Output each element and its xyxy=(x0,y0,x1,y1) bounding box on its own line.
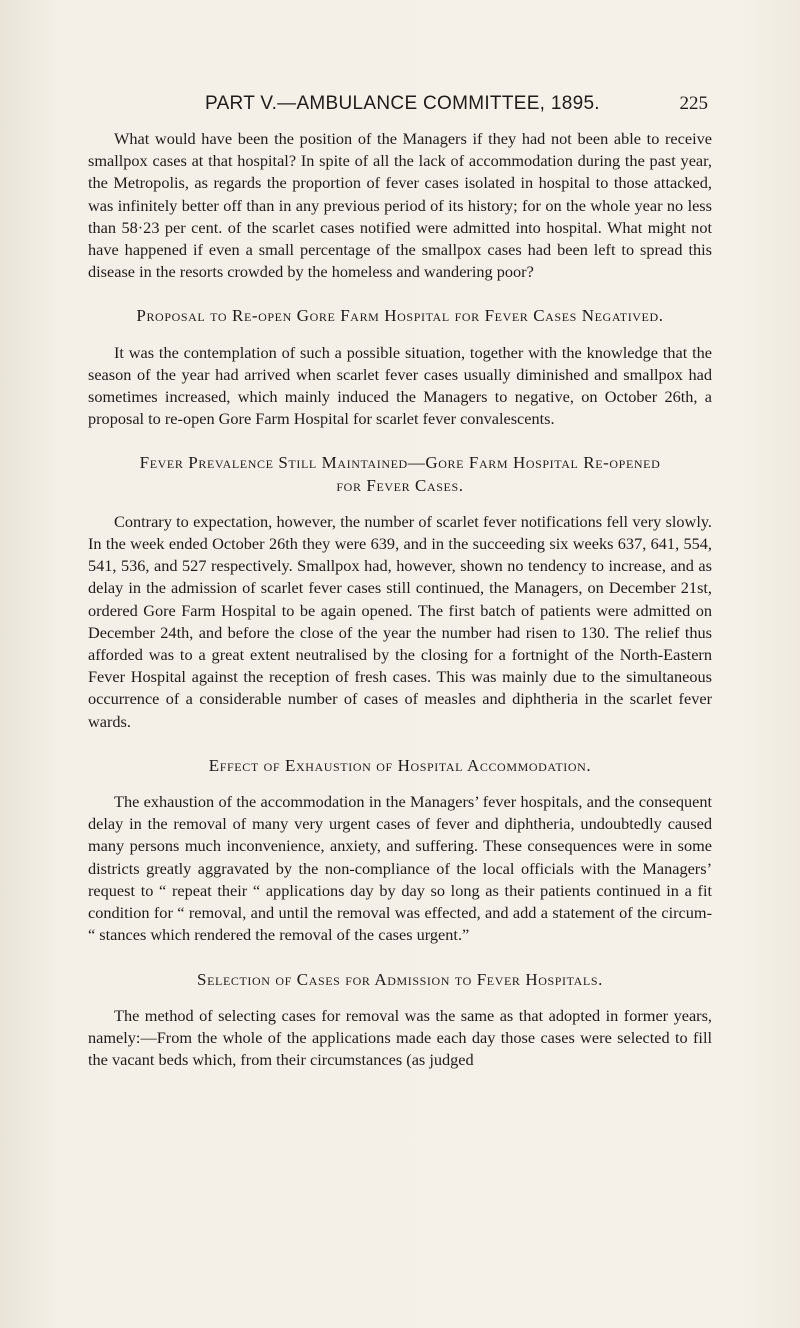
paragraph-proposal: It was the contemplation of such a possible situation, together with the knowledge that the season of the year had arrived when scarlet fever cases usually diminished and smallpox had sometimes increased, which mainly induced the Managers to negative, on October 26th, a proposal to re-open Gore Farm Hospital for scarlet fever convalescents. xyxy=(88,342,712,429)
section-heading-prevalence xyxy=(88,452,712,496)
page-body xyxy=(88,128,712,1071)
section-heading-prevalence-line2: for Fever Cases. xyxy=(336,475,464,495)
paragraph-selection: The method of selecting cases for removal was the same as that adopted in former years, namely:—From the whole of the applications made each day those cases were selected to fill the vacant beds which, from their circumstances (as judged xyxy=(88,1005,712,1070)
section-heading-selection: Selection of Cases for Admission to Fever Hospitals. xyxy=(197,969,603,989)
running-title: PART V.—AMBULANCE COMMITTEE, 1895. xyxy=(205,93,600,114)
paragraph-prevalence: Contrary to expectation, however, the number of scarlet fever notifications fell very slowly. In the week ended October 26th they were 639, and in the succeeding six weeks 637, 641, 554, 541, 536, and 527 respectively. Smallpox had, however, shown no tendency to increase, and as delay in the admission of scarlet fever cases still continued, the Managers, on December 21st, ordered Gore Farm Hospital to be again opened. The first batch of patients were admitted on December 24th, and before the close of the year the number had risen to 130. The relief thus afforded was to a great extent neutralised by the closing for a fortnight of the North-Eastern Fever Hospital against the reception of fresh cases. This was mainly due to the simultaneous occurrence of a considerable number of cases of measles and diphtheria in the scarlet fever wards. xyxy=(88,511,712,731)
paragraph-intro: What would have been the position of the Managers if they had not been able to receive smallpox cases at that hospital? In spite of all the lack of accommodation during the past year, the Metropolis, as regards the proportion of fever cases isolated in hospital to those attacked, was infinitely better off than in any previous period of its history; for on the whole year no less than 58·23 per cent. of the scarlet cases notified were admitted into hospital. What might not have happened if even a small percentage of the smallpox cases had been left to spread this disease in the resorts crowded by the homeless and wandering poor? xyxy=(88,129,712,282)
section-heading-exhaustion: Effect of Exhaustion of Hospital Accommodation. xyxy=(208,755,592,775)
page-number: 225 xyxy=(679,93,708,114)
section-heading-proposal: Proposal to Re-open Gore Farm Hospital for Fever Cases Negatived. xyxy=(136,306,664,326)
paragraph-exhaustion: The exhaustion of the accommodation in the Managers’ fever hospitals, and the consequent delay in the removal of many very urgent cases of fever and diphtheria, undoubtedly caused many persons much inconvenience, anxiety, and suffering. These consequences were in some districts greatly aggravated by the non-compliance of the local officials with the Managers’ request to “ repeat their “ applications day by day so long as their patients continued in a fit condition for “ removal, and until the removal was effected, and add a statement of the circum- “ stances which rendered the removal of the cases urgent.” xyxy=(88,792,712,945)
section-heading-prevalence-line1: Fever Prevalence Still Maintained—Gore Farm Hospital Re-opened xyxy=(139,453,661,473)
